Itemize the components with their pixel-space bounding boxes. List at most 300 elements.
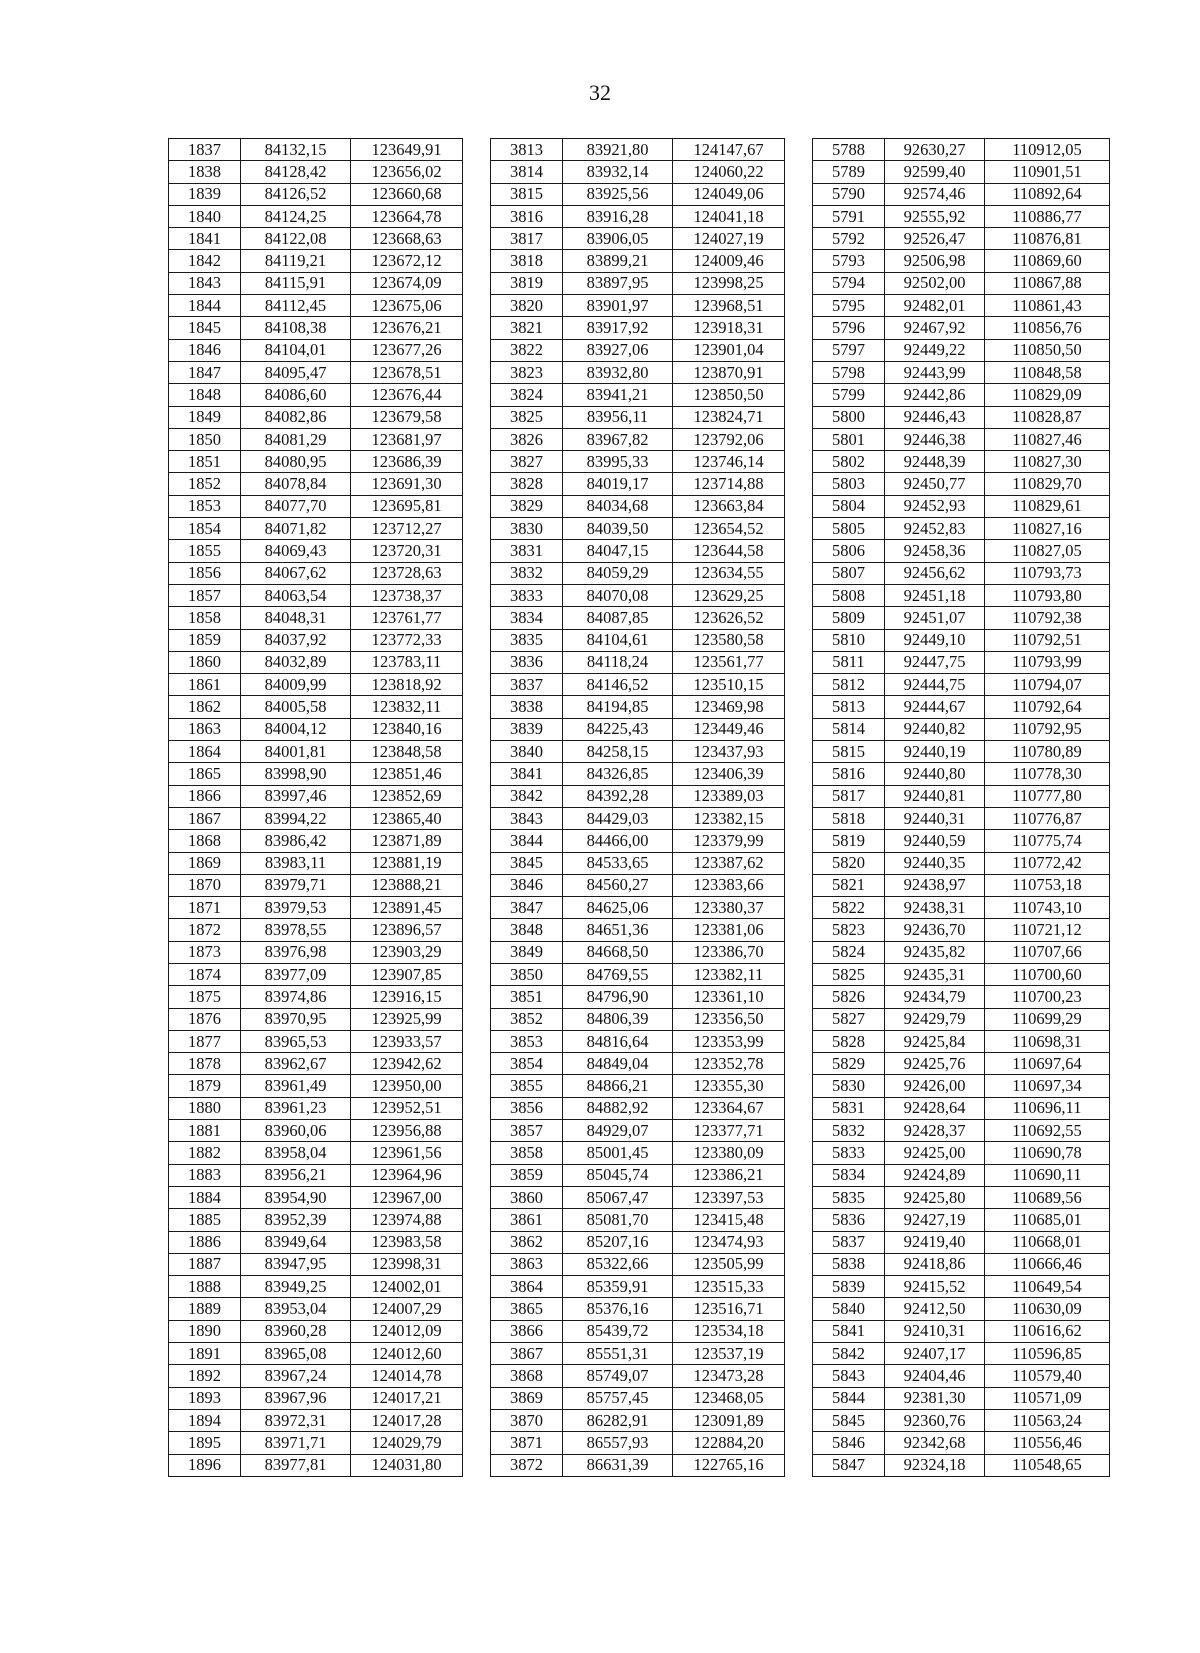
column-gap xyxy=(463,897,491,919)
table-row xyxy=(169,763,1110,785)
x-coordinate-a-cell: 84115,91 xyxy=(241,272,351,294)
table-row xyxy=(169,830,1110,852)
point-number-c-cell: 5826 xyxy=(813,986,885,1008)
x-coordinate-b-cell: 83917,92 xyxy=(563,317,673,339)
y-coordinate-c-cell: 110892,64 xyxy=(985,183,1110,205)
y-coordinate-c-cell: 110867,88 xyxy=(985,272,1110,294)
point-number-b-cell: 3814 xyxy=(491,161,563,183)
column-gap xyxy=(463,495,491,517)
x-coordinate-b-cell: 86631,39 xyxy=(563,1454,673,1476)
y-coordinate-c-cell: 110692,55 xyxy=(985,1120,1110,1142)
y-coordinate-c-cell: 110776,87 xyxy=(985,807,1110,829)
column-gap xyxy=(785,1120,813,1142)
column-gap xyxy=(463,183,491,205)
y-coordinate-a-cell: 123677,26 xyxy=(351,339,463,361)
x-coordinate-a-cell: 84119,21 xyxy=(241,250,351,272)
point-number-a-cell: 1843 xyxy=(169,272,241,294)
point-number-c-cell: 5813 xyxy=(813,696,885,718)
point-number-b-cell: 3862 xyxy=(491,1231,563,1253)
point-number-a-cell: 1862 xyxy=(169,696,241,718)
table-row xyxy=(169,629,1110,651)
point-number-a-cell: 1894 xyxy=(169,1409,241,1431)
table-row xyxy=(169,1209,1110,1231)
x-coordinate-c-cell: 92360,76 xyxy=(885,1409,985,1431)
point-number-a-cell: 1849 xyxy=(169,406,241,428)
y-coordinate-c-cell: 110827,46 xyxy=(985,428,1110,450)
x-coordinate-a-cell: 83977,81 xyxy=(241,1454,351,1476)
y-coordinate-c-cell: 110848,58 xyxy=(985,361,1110,383)
x-coordinate-a-cell: 84112,45 xyxy=(241,295,351,317)
point-number-a-cell: 1883 xyxy=(169,1164,241,1186)
table-row xyxy=(169,696,1110,718)
table-row xyxy=(169,1231,1110,1253)
table-row xyxy=(169,473,1110,495)
y-coordinate-c-cell: 110696,11 xyxy=(985,1097,1110,1119)
point-number-b-cell: 3821 xyxy=(491,317,563,339)
column-gap xyxy=(463,1164,491,1186)
column-gap xyxy=(785,941,813,963)
y-coordinate-a-cell: 123925,99 xyxy=(351,1008,463,1030)
x-coordinate-c-cell: 92451,07 xyxy=(885,607,985,629)
point-number-a-cell: 1868 xyxy=(169,830,241,852)
x-coordinate-a-cell: 84104,01 xyxy=(241,339,351,361)
x-coordinate-b-cell: 83932,14 xyxy=(563,161,673,183)
point-number-b-cell: 3870 xyxy=(491,1409,563,1431)
y-coordinate-b-cell: 123918,31 xyxy=(673,317,785,339)
point-number-a-cell: 1876 xyxy=(169,1008,241,1030)
y-coordinate-b-cell: 123534,18 xyxy=(673,1320,785,1342)
y-coordinate-a-cell: 123852,69 xyxy=(351,785,463,807)
point-number-b-cell: 3818 xyxy=(491,250,563,272)
column-gap xyxy=(785,696,813,718)
x-coordinate-a-cell: 83960,28 xyxy=(241,1320,351,1342)
column-gap xyxy=(785,674,813,696)
y-coordinate-a-cell: 123888,21 xyxy=(351,874,463,896)
x-coordinate-a-cell: 84128,42 xyxy=(241,161,351,183)
y-coordinate-a-cell: 123871,89 xyxy=(351,830,463,852)
y-coordinate-b-cell: 123380,09 xyxy=(673,1142,785,1164)
x-coordinate-c-cell: 92444,67 xyxy=(885,696,985,718)
y-coordinate-b-cell: 123389,03 xyxy=(673,785,785,807)
column-gap xyxy=(785,1030,813,1052)
point-number-b-cell: 3841 xyxy=(491,763,563,785)
y-coordinate-c-cell: 110850,50 xyxy=(985,339,1110,361)
column-gap xyxy=(785,1298,813,1320)
x-coordinate-b-cell: 85322,66 xyxy=(563,1253,673,1275)
y-coordinate-c-cell: 110697,34 xyxy=(985,1075,1110,1097)
x-coordinate-b-cell: 84533,65 xyxy=(563,852,673,874)
y-coordinate-a-cell: 123933,57 xyxy=(351,1030,463,1052)
point-number-c-cell: 5816 xyxy=(813,763,885,785)
y-coordinate-c-cell: 110579,40 xyxy=(985,1365,1110,1387)
x-coordinate-a-cell: 84067,62 xyxy=(241,562,351,584)
point-number-a-cell: 1893 xyxy=(169,1387,241,1409)
point-number-c-cell: 5828 xyxy=(813,1030,885,1052)
coordinates-table-body xyxy=(169,139,1110,1477)
table-row xyxy=(169,986,1110,1008)
x-coordinate-a-cell: 83954,90 xyxy=(241,1186,351,1208)
y-coordinate-a-cell: 123983,58 xyxy=(351,1231,463,1253)
column-gap xyxy=(463,1097,491,1119)
point-number-c-cell: 5845 xyxy=(813,1409,885,1431)
point-number-b-cell: 3836 xyxy=(491,651,563,673)
x-coordinate-a-cell: 83986,42 xyxy=(241,830,351,852)
point-number-b-cell: 3827 xyxy=(491,451,563,473)
point-number-a-cell: 1873 xyxy=(169,941,241,963)
y-coordinate-c-cell: 110876,81 xyxy=(985,228,1110,250)
y-coordinate-a-cell: 123967,00 xyxy=(351,1186,463,1208)
x-coordinate-b-cell: 85749,07 xyxy=(563,1365,673,1387)
y-coordinate-c-cell: 110780,89 xyxy=(985,741,1110,763)
column-gap xyxy=(785,1343,813,1365)
x-coordinate-a-cell: 84048,31 xyxy=(241,607,351,629)
table-row xyxy=(169,897,1110,919)
point-number-a-cell: 1878 xyxy=(169,1053,241,1075)
column-gap xyxy=(463,384,491,406)
y-coordinate-a-cell: 123916,15 xyxy=(351,986,463,1008)
point-number-b-cell: 3825 xyxy=(491,406,563,428)
x-coordinate-b-cell: 84047,15 xyxy=(563,540,673,562)
y-coordinate-c-cell: 110793,73 xyxy=(985,562,1110,584)
point-number-b-cell: 3830 xyxy=(491,518,563,540)
point-number-b-cell: 3829 xyxy=(491,495,563,517)
point-number-a-cell: 1870 xyxy=(169,874,241,896)
column-gap xyxy=(463,562,491,584)
column-gap xyxy=(463,473,491,495)
point-number-b-cell: 3839 xyxy=(491,718,563,740)
table-row xyxy=(169,941,1110,963)
column-gap xyxy=(785,250,813,272)
x-coordinate-b-cell: 84118,24 xyxy=(563,651,673,673)
point-number-a-cell: 1882 xyxy=(169,1142,241,1164)
x-coordinate-b-cell: 85207,16 xyxy=(563,1231,673,1253)
y-coordinate-a-cell: 123848,58 xyxy=(351,741,463,763)
point-number-b-cell: 3844 xyxy=(491,830,563,852)
x-coordinate-a-cell: 84081,29 xyxy=(241,428,351,450)
column-gap xyxy=(463,763,491,785)
table-row xyxy=(169,1075,1110,1097)
point-number-a-cell: 1885 xyxy=(169,1209,241,1231)
point-number-c-cell: 5797 xyxy=(813,339,885,361)
point-number-a-cell: 1865 xyxy=(169,763,241,785)
x-coordinate-a-cell: 84037,92 xyxy=(241,629,351,651)
point-number-c-cell: 5841 xyxy=(813,1320,885,1342)
x-coordinate-c-cell: 92440,19 xyxy=(885,741,985,763)
point-number-b-cell: 3832 xyxy=(491,562,563,584)
point-number-a-cell: 1860 xyxy=(169,651,241,673)
x-coordinate-c-cell: 92444,75 xyxy=(885,674,985,696)
column-gap xyxy=(463,1320,491,1342)
x-coordinate-b-cell: 85551,31 xyxy=(563,1343,673,1365)
table-row xyxy=(169,674,1110,696)
point-number-b-cell: 3852 xyxy=(491,1008,563,1030)
column-gap xyxy=(785,361,813,383)
column-gap xyxy=(785,1320,813,1342)
column-gap xyxy=(785,317,813,339)
y-coordinate-c-cell: 110690,11 xyxy=(985,1164,1110,1186)
point-number-b-cell: 3857 xyxy=(491,1120,563,1142)
x-coordinate-c-cell: 92410,31 xyxy=(885,1320,985,1342)
x-coordinate-c-cell: 92450,77 xyxy=(885,473,985,495)
point-number-b-cell: 3837 xyxy=(491,674,563,696)
x-coordinate-c-cell: 92440,35 xyxy=(885,852,985,874)
column-gap xyxy=(785,651,813,673)
x-coordinate-a-cell: 83947,95 xyxy=(241,1253,351,1275)
point-number-c-cell: 5814 xyxy=(813,718,885,740)
y-coordinate-a-cell: 123950,00 xyxy=(351,1075,463,1097)
y-coordinate-b-cell: 123397,53 xyxy=(673,1186,785,1208)
table-row xyxy=(169,852,1110,874)
table-row xyxy=(169,250,1110,272)
point-number-c-cell: 5847 xyxy=(813,1454,885,1476)
x-coordinate-b-cell: 84816,64 xyxy=(563,1030,673,1052)
y-coordinate-a-cell: 123907,85 xyxy=(351,963,463,985)
point-number-a-cell: 1846 xyxy=(169,339,241,361)
point-number-c-cell: 5805 xyxy=(813,518,885,540)
point-number-c-cell: 5837 xyxy=(813,1231,885,1253)
point-number-a-cell: 1837 xyxy=(169,139,241,161)
x-coordinate-c-cell: 92440,31 xyxy=(885,807,985,829)
table-row xyxy=(169,919,1110,941)
column-gap xyxy=(785,1387,813,1409)
table-row xyxy=(169,874,1110,896)
table-row xyxy=(169,1053,1110,1075)
y-coordinate-b-cell: 123415,48 xyxy=(673,1209,785,1231)
y-coordinate-a-cell: 123952,51 xyxy=(351,1097,463,1119)
y-coordinate-b-cell: 123516,71 xyxy=(673,1298,785,1320)
point-number-a-cell: 1858 xyxy=(169,607,241,629)
point-number-b-cell: 3850 xyxy=(491,963,563,985)
column-gap xyxy=(785,384,813,406)
column-gap xyxy=(463,674,491,696)
y-coordinate-c-cell: 110869,60 xyxy=(985,250,1110,272)
x-coordinate-c-cell: 92555,92 xyxy=(885,205,985,227)
y-coordinate-a-cell: 123891,45 xyxy=(351,897,463,919)
point-number-c-cell: 5811 xyxy=(813,651,885,673)
y-coordinate-c-cell: 110772,42 xyxy=(985,852,1110,874)
point-number-c-cell: 5825 xyxy=(813,963,885,985)
column-gap xyxy=(785,451,813,473)
y-coordinate-c-cell: 110699,29 xyxy=(985,1008,1110,1030)
x-coordinate-c-cell: 92448,39 xyxy=(885,451,985,473)
point-number-a-cell: 1896 xyxy=(169,1454,241,1476)
x-coordinate-c-cell: 92443,99 xyxy=(885,361,985,383)
x-coordinate-a-cell: 83979,71 xyxy=(241,874,351,896)
x-coordinate-b-cell: 84625,06 xyxy=(563,897,673,919)
y-coordinate-b-cell: 123406,39 xyxy=(673,763,785,785)
table-row xyxy=(169,1298,1110,1320)
x-coordinate-b-cell: 83995,33 xyxy=(563,451,673,473)
column-gap xyxy=(785,919,813,941)
x-coordinate-a-cell: 84032,89 xyxy=(241,651,351,673)
table-row xyxy=(169,785,1110,807)
point-number-a-cell: 1867 xyxy=(169,807,241,829)
x-coordinate-b-cell: 83927,06 xyxy=(563,339,673,361)
column-gap xyxy=(463,986,491,1008)
x-coordinate-a-cell: 83961,49 xyxy=(241,1075,351,1097)
point-number-a-cell: 1850 xyxy=(169,428,241,450)
point-number-a-cell: 1852 xyxy=(169,473,241,495)
x-coordinate-a-cell: 83953,04 xyxy=(241,1298,351,1320)
x-coordinate-a-cell: 84077,70 xyxy=(241,495,351,517)
y-coordinate-b-cell: 123379,99 xyxy=(673,830,785,852)
point-number-a-cell: 1877 xyxy=(169,1030,241,1052)
x-coordinate-a-cell: 83998,90 xyxy=(241,763,351,785)
column-gap xyxy=(463,1142,491,1164)
y-coordinate-a-cell: 123676,44 xyxy=(351,384,463,406)
y-coordinate-c-cell: 110829,09 xyxy=(985,384,1110,406)
point-number-a-cell: 1879 xyxy=(169,1075,241,1097)
y-coordinate-c-cell: 110777,80 xyxy=(985,785,1110,807)
column-gap xyxy=(785,584,813,606)
point-number-a-cell: 1845 xyxy=(169,317,241,339)
x-coordinate-b-cell: 84019,17 xyxy=(563,473,673,495)
point-number-c-cell: 5809 xyxy=(813,607,885,629)
column-gap xyxy=(463,1231,491,1253)
x-coordinate-b-cell: 84796,90 xyxy=(563,986,673,1008)
column-gap xyxy=(463,1053,491,1075)
point-number-c-cell: 5844 xyxy=(813,1387,885,1409)
x-coordinate-b-cell: 84070,08 xyxy=(563,584,673,606)
point-number-a-cell: 1887 xyxy=(169,1253,241,1275)
column-gap xyxy=(463,941,491,963)
x-coordinate-a-cell: 83961,23 xyxy=(241,1097,351,1119)
point-number-a-cell: 1839 xyxy=(169,183,241,205)
x-coordinate-c-cell: 92574,46 xyxy=(885,183,985,205)
column-gap xyxy=(785,718,813,740)
column-gap xyxy=(463,584,491,606)
y-coordinate-b-cell: 123537,19 xyxy=(673,1343,785,1365)
point-number-c-cell: 5839 xyxy=(813,1276,885,1298)
x-coordinate-a-cell: 83972,31 xyxy=(241,1409,351,1431)
point-number-b-cell: 3822 xyxy=(491,339,563,361)
column-gap xyxy=(463,830,491,852)
column-gap xyxy=(463,205,491,227)
table-row xyxy=(169,1142,1110,1164)
x-coordinate-b-cell: 84258,15 xyxy=(563,741,673,763)
y-coordinate-c-cell: 110778,30 xyxy=(985,763,1110,785)
point-number-b-cell: 3855 xyxy=(491,1075,563,1097)
point-number-a-cell: 1864 xyxy=(169,741,241,763)
point-number-b-cell: 3817 xyxy=(491,228,563,250)
x-coordinate-a-cell: 83983,11 xyxy=(241,852,351,874)
table-row xyxy=(169,272,1110,294)
y-coordinate-b-cell: 123968,51 xyxy=(673,295,785,317)
x-coordinate-b-cell: 84034,68 xyxy=(563,495,673,517)
column-gap xyxy=(463,518,491,540)
x-coordinate-c-cell: 92324,18 xyxy=(885,1454,985,1476)
x-coordinate-a-cell: 83976,98 xyxy=(241,941,351,963)
y-coordinate-b-cell: 123386,21 xyxy=(673,1164,785,1186)
x-coordinate-b-cell: 84429,03 xyxy=(563,807,673,829)
point-number-a-cell: 1869 xyxy=(169,852,241,874)
x-coordinate-b-cell: 86282,91 xyxy=(563,1409,673,1431)
y-coordinate-b-cell: 123386,70 xyxy=(673,941,785,963)
y-coordinate-a-cell: 124017,21 xyxy=(351,1387,463,1409)
point-number-c-cell: 5815 xyxy=(813,741,885,763)
column-gap xyxy=(785,228,813,250)
column-gap xyxy=(463,607,491,629)
point-number-b-cell: 3851 xyxy=(491,986,563,1008)
x-coordinate-c-cell: 92435,82 xyxy=(885,941,985,963)
point-number-a-cell: 1861 xyxy=(169,674,241,696)
column-gap xyxy=(463,1008,491,1030)
point-number-c-cell: 5823 xyxy=(813,919,885,941)
y-coordinate-b-cell: 123746,14 xyxy=(673,451,785,473)
y-coordinate-a-cell: 123818,92 xyxy=(351,674,463,696)
y-coordinate-c-cell: 110700,60 xyxy=(985,963,1110,985)
y-coordinate-c-cell: 110571,09 xyxy=(985,1387,1110,1409)
point-number-c-cell: 5802 xyxy=(813,451,885,473)
point-number-c-cell: 5798 xyxy=(813,361,885,383)
column-gap xyxy=(463,361,491,383)
y-coordinate-b-cell: 124009,46 xyxy=(673,250,785,272)
x-coordinate-b-cell: 85045,74 xyxy=(563,1164,673,1186)
point-number-b-cell: 3868 xyxy=(491,1365,563,1387)
y-coordinate-b-cell: 123824,71 xyxy=(673,406,785,428)
x-coordinate-c-cell: 92426,00 xyxy=(885,1075,985,1097)
y-coordinate-a-cell: 123942,62 xyxy=(351,1053,463,1075)
point-number-b-cell: 3861 xyxy=(491,1209,563,1231)
point-number-c-cell: 5819 xyxy=(813,830,885,852)
x-coordinate-a-cell: 84108,38 xyxy=(241,317,351,339)
point-number-a-cell: 1872 xyxy=(169,919,241,941)
column-gap xyxy=(785,1008,813,1030)
column-gap xyxy=(463,1409,491,1431)
y-coordinate-b-cell: 123510,15 xyxy=(673,674,785,696)
table-row xyxy=(169,1387,1110,1409)
y-coordinate-b-cell: 123792,06 xyxy=(673,428,785,450)
y-coordinate-c-cell: 110792,95 xyxy=(985,718,1110,740)
point-number-c-cell: 5807 xyxy=(813,562,885,584)
column-gap xyxy=(463,1343,491,1365)
y-coordinate-b-cell: 123505,99 xyxy=(673,1253,785,1275)
y-coordinate-c-cell: 110548,65 xyxy=(985,1454,1110,1476)
column-gap xyxy=(463,1454,491,1476)
point-number-c-cell: 5824 xyxy=(813,941,885,963)
point-number-c-cell: 5821 xyxy=(813,874,885,896)
x-coordinate-c-cell: 92425,84 xyxy=(885,1030,985,1052)
point-number-a-cell: 1856 xyxy=(169,562,241,584)
column-gap xyxy=(463,651,491,673)
y-coordinate-b-cell: 123626,52 xyxy=(673,607,785,629)
y-coordinate-a-cell: 123956,88 xyxy=(351,1120,463,1142)
y-coordinate-b-cell: 123561,77 xyxy=(673,651,785,673)
x-coordinate-b-cell: 84326,85 xyxy=(563,763,673,785)
y-coordinate-a-cell: 124014,78 xyxy=(351,1365,463,1387)
table-row xyxy=(169,718,1110,740)
column-gap xyxy=(785,897,813,919)
y-coordinate-c-cell: 110828,87 xyxy=(985,406,1110,428)
y-coordinate-c-cell: 110685,01 xyxy=(985,1209,1110,1231)
y-coordinate-a-cell: 123903,29 xyxy=(351,941,463,963)
y-coordinate-a-cell: 123712,27 xyxy=(351,518,463,540)
x-coordinate-c-cell: 92407,17 xyxy=(885,1343,985,1365)
table-row xyxy=(169,205,1110,227)
point-number-b-cell: 3842 xyxy=(491,785,563,807)
point-number-b-cell: 3849 xyxy=(491,941,563,963)
y-coordinate-a-cell: 123668,63 xyxy=(351,228,463,250)
point-number-b-cell: 3843 xyxy=(491,807,563,829)
point-number-a-cell: 1871 xyxy=(169,897,241,919)
y-coordinate-a-cell: 123881,19 xyxy=(351,852,463,874)
x-coordinate-a-cell: 84001,81 xyxy=(241,741,351,763)
point-number-c-cell: 5840 xyxy=(813,1298,885,1320)
point-number-c-cell: 5810 xyxy=(813,629,885,651)
point-number-b-cell: 3865 xyxy=(491,1298,563,1320)
x-coordinate-c-cell: 92429,79 xyxy=(885,1008,985,1030)
point-number-b-cell: 3871 xyxy=(491,1432,563,1454)
